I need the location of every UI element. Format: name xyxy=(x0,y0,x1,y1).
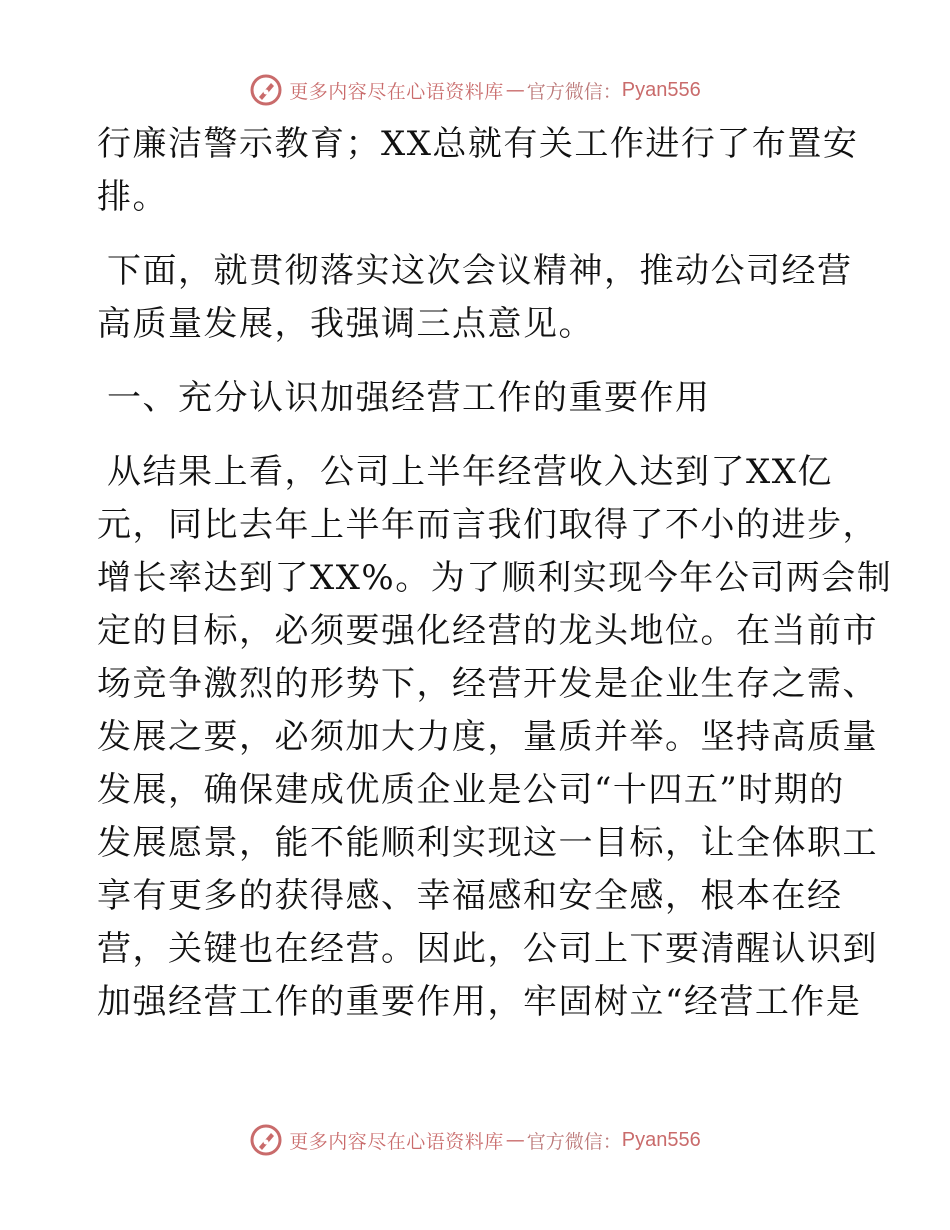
text-line: 场竞争激烈的形势下，经营开发是企业生存之需、 xyxy=(97,664,878,704)
watermark-id: Pyan556 xyxy=(621,78,701,101)
pen-nib-icon xyxy=(249,73,283,107)
watermark-label: 官方微信： xyxy=(526,1130,622,1153)
watermark-header xyxy=(0,70,950,110)
section-heading: 一、充分认识加强经营工作的重要作用 xyxy=(107,378,711,418)
text-line: 下面，就贯彻落实这次会议精神，推动公司经营 xyxy=(107,251,853,291)
text-line: 发展，确保建成优质企业是公司“十四五”时期的 xyxy=(97,770,845,810)
document-body xyxy=(97,118,893,1029)
text-line: 营，关键也在经营。因此，公司上下要清醒认识到 xyxy=(97,929,878,969)
text-line: 元，同比去年上半年而言我们取得了不小的进步， xyxy=(97,505,878,545)
watermark-text: 更多内容尽在心语资料库 xyxy=(289,80,504,103)
text-line: 高质量发展，我强调三点意见。 xyxy=(97,304,594,344)
watermark-label: 官方微信： xyxy=(526,80,622,103)
text-line: 发展之要，必须加大力度，量质并举。坚持高质量 xyxy=(97,717,878,757)
text-line: 加强经营工作的重要作用，牢固树立“经营工作是 xyxy=(97,982,862,1022)
watermark-id: Pyan556 xyxy=(621,1128,701,1151)
text-line: 享有更多的获得感、幸福感和安全感，根本在经 xyxy=(97,876,843,916)
text-line: 增长率达到了XX%。为了顺利实现今年公司两会制 xyxy=(97,558,893,598)
text-line: 发展愿景，能不能顺利实现这一目标，让全体职工 xyxy=(97,823,878,863)
watermark-dash: — xyxy=(505,79,525,101)
watermark-footer xyxy=(0,1120,950,1160)
watermark-dash: — xyxy=(505,1129,525,1151)
pen-nib-icon xyxy=(249,1123,283,1157)
text-line: 从结果上看，公司上半年经营收入达到了XX亿 xyxy=(107,452,833,492)
watermark-text: 更多内容尽在心语资料库 xyxy=(289,1130,504,1153)
text-line: 定的目标，必须要强化经营的龙头地位。在当前市 xyxy=(97,611,878,651)
text-line: 排。 xyxy=(97,177,168,217)
text-line: 行廉洁警示教育；XX总就有关工作进行了布置安 xyxy=(97,124,859,164)
